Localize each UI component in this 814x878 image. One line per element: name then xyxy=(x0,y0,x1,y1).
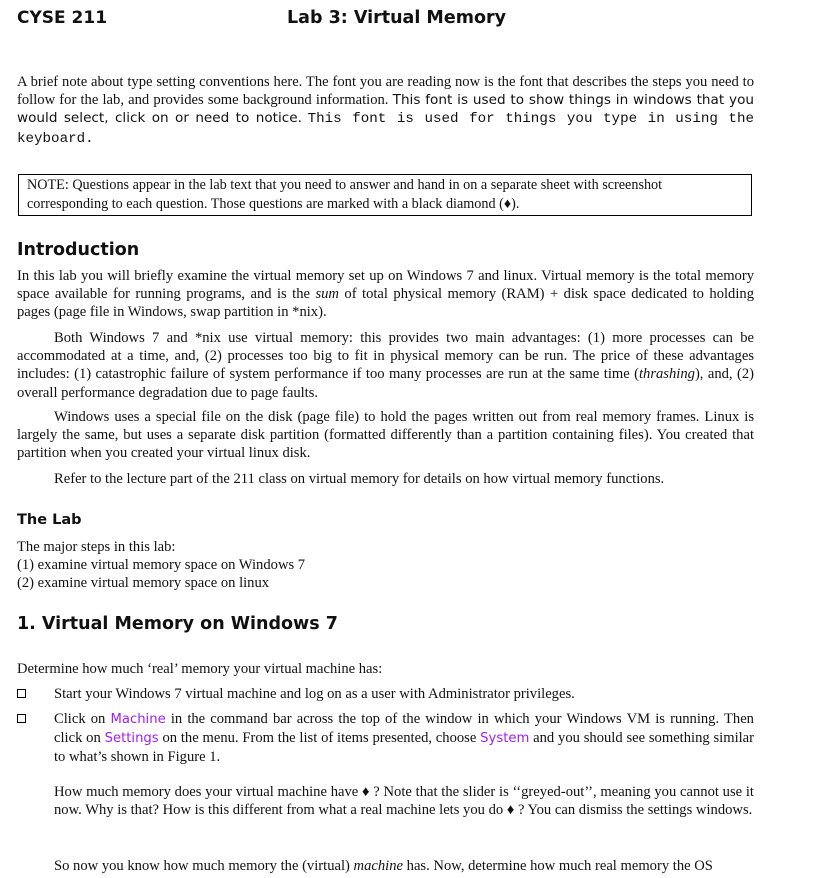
intro-paragraph-4: Refer to the lecture part of the 211 class on virtual memory for details on how virtual memory functions. xyxy=(54,471,665,487)
question-text-b: ? Note that the slider is ‘‘greyed-out’’, meaning you cannot use it now. Why is that? How is this different from what a real machine lets you do xyxy=(54,784,754,819)
typesetting-note xyxy=(17,73,754,148)
page-title: Lab 3: Virtual Memory xyxy=(287,8,507,28)
intro-p2-emphasis: thrashing xyxy=(638,366,695,383)
section-1-lead: Determine how much ‘real’ memory your virtual machine has: xyxy=(17,661,383,677)
the-lab-steps xyxy=(17,538,754,593)
section-1-heading: 1. Virtual Memory on Windows 7 xyxy=(17,614,338,634)
closing-text-a: So now you know how much memory the (virtual) xyxy=(54,858,350,874)
introduction-heading: Introduction xyxy=(17,240,140,260)
step-2-text xyxy=(54,710,754,767)
question-text-a: How much memory does your virtual machine have xyxy=(54,784,359,800)
lab-step: (1) examine virtual memory space on Windows 7 xyxy=(17,557,306,574)
step-checkbox-1[interactable] xyxy=(17,689,26,698)
section-1-closing xyxy=(54,857,754,875)
intro-p1-text-b: of total physical memory (RAM) + disk space dedicated to holding pages (page file in Windows, swap partition in *nix). xyxy=(17,286,755,321)
intro-paragraph-3: Windows uses a special file on the disk (page file) to hold the pages written out from real memory frames. Linux is largely the same, but uses a separate disk partition (formatted differently than a partition containing files). You created that partition when you created your virtual linux disk. xyxy=(17,409,754,462)
step-2-text-a: Click on xyxy=(54,711,106,727)
closing-text-b: has. Now, determine how much real memory the OS xyxy=(406,858,713,874)
questions-notice-text: NOTE: Questions appear in the lab text that you need to answer and hand in on a separate sheet with screenshot corresponding to each question. Those questions are marked with a black diamond (♦). xyxy=(27,177,663,212)
step-2-text-c: on the menu. From the list of items presented, choose xyxy=(162,730,477,747)
intro-p2-text-a: Both Windows 7 and *nix use virtual memory: this provides two main advantages: (1) more processes can be accommodated at a time, and, (2) processes too big to fit in physical memory can be run. The price of these advantages includes: (1) catastrophic failure of system performance if too many processes are run at the same time ( xyxy=(17,330,754,383)
intro-p1-text-a: In this lab you will briefly examine the virtual memory set up on Windows 7 and linux. Virtual memory is the total memory space available for running programs, and is the xyxy=(17,268,754,303)
diamond-icon: ♦ xyxy=(506,802,515,819)
memory-question xyxy=(54,783,754,819)
sans-font-sample: This font is used to show things in windows that you would select, click on or need to notice. xyxy=(17,92,754,127)
questions-notice-box xyxy=(18,174,752,216)
lab-step: (2) examine virtual memory space on linux xyxy=(17,575,270,592)
closing-emphasis: machine xyxy=(353,858,403,874)
step-2-text-d: and you should see something similar to what’s shown in Figure 1. xyxy=(54,730,755,766)
intro-paragraph-2 xyxy=(17,329,754,402)
mono-font-sample: This font is used for things you type in using the keyboard. xyxy=(17,111,754,147)
intro-p2-text-b: ), and, (2) overall performance degradation due to page faults. xyxy=(17,366,754,401)
course-code: CYSE 211 xyxy=(17,8,108,28)
system-menu-label: System xyxy=(480,731,530,747)
serif-font-sample: A brief note about type setting conventions here. The font you are reading now is the font that describes the steps you need to follow for the lab, and provides some background information. xyxy=(17,74,754,109)
step-1-text: Start your Windows 7 virtual machine and log on as a user with Administrator privileges. xyxy=(54,686,575,702)
intro-paragraph-1 xyxy=(17,267,754,322)
intro-p1-emphasis: sum xyxy=(315,286,339,303)
question-text-c: ? You can dismiss the settings windows. xyxy=(517,802,753,819)
diamond-icon: ♦ xyxy=(362,784,370,800)
machine-menu-label: Machine xyxy=(110,712,166,727)
step-2-text-b: in the command bar across the top of the window in which your Windows VM is running. Then click on xyxy=(54,711,754,747)
the-lab-intro: The major steps in this lab: xyxy=(17,539,176,555)
the-lab-heading: The Lab xyxy=(17,512,82,528)
settings-menu-label: Settings xyxy=(104,731,159,747)
step-checkbox-2[interactable] xyxy=(17,714,26,723)
